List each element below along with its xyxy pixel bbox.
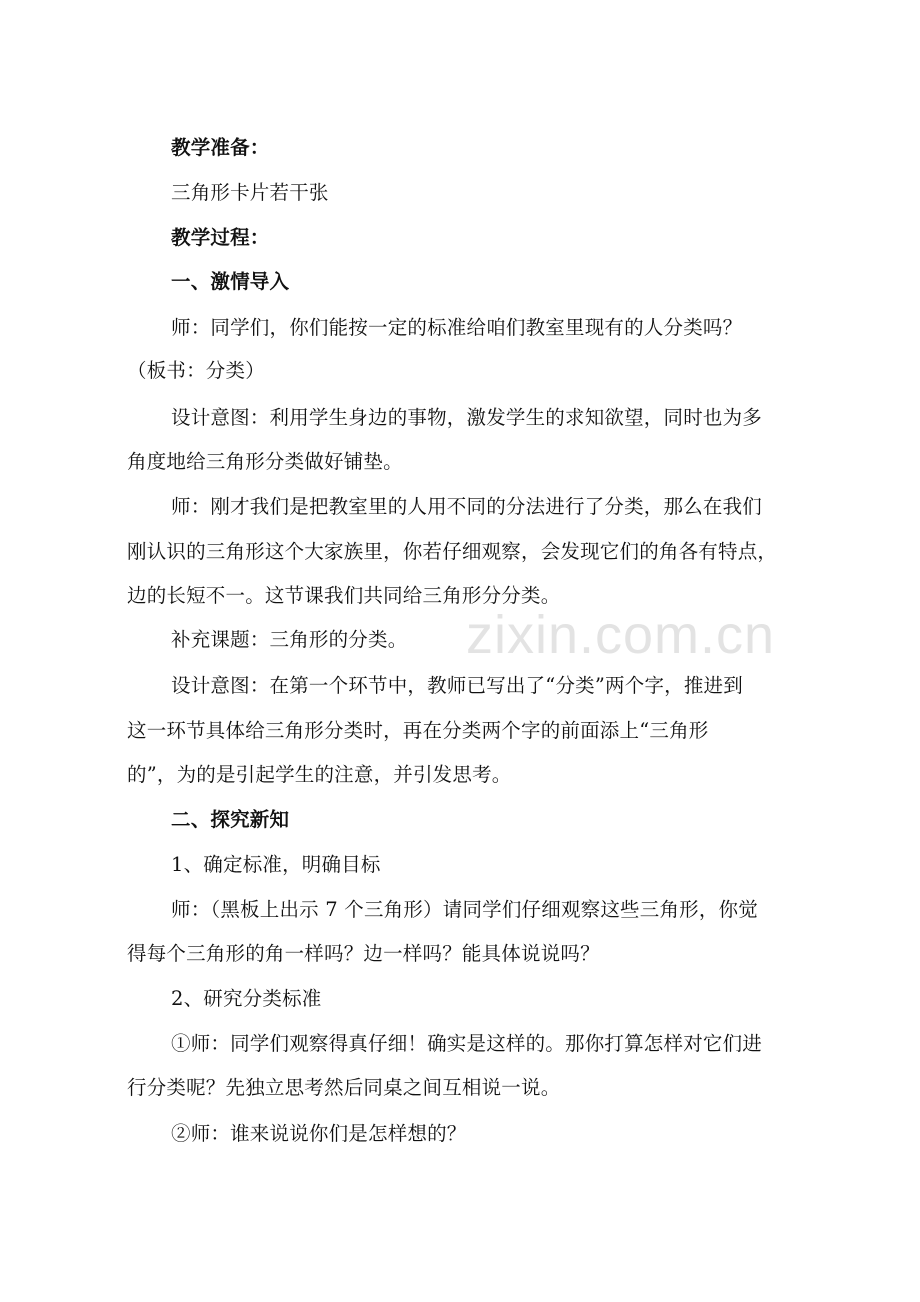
heading-teaching-preparation: 教学准备： — [171, 136, 270, 159]
paragraph-design-intent-1-cont: 角度地给三角形分类做好铺垫。 — [127, 450, 403, 473]
paragraph-design-intent-2-line2: 这一环节具体给三角形分类时，再在分类两个字的前面添上“三角形 — [127, 719, 709, 742]
paragraph-teacher-2-line3: 边的长短不一。这节课我们共同给三角形分分类。 — [127, 584, 561, 607]
paragraph-design-intent-1: 设计意图：利用学生身边的事物，激发学生的求知欲望，同时也为多 — [171, 406, 763, 429]
step-1-title: 1、确定标准，明确目标 — [171, 853, 381, 876]
step-2-title: 2、研究分类标准 — [171, 987, 322, 1010]
paragraph-supplement-topic: 补充课题：三角形的分类。 — [171, 628, 408, 651]
section-title-explore: 二、探究新知 — [171, 808, 290, 831]
paragraph-design-intent-2: 设计意图：在第一个环节中，教师已写出了“分类”两个字，推进到 — [171, 674, 743, 697]
paragraph-teacher-2-line2: 刚认识的三角形这个大家族里，你若仔细观察，会发现它们的角各有特点， — [127, 540, 778, 563]
paragraph-teacher-3-cont: 得每个三角形的角一样吗？边一样吗？能具体说说吗？ — [127, 942, 600, 965]
paragraph-teacher-question-cont: （板书：分类） — [127, 359, 265, 382]
heading-teaching-process: 教学过程： — [171, 226, 270, 249]
watermark: zixin.com.cn — [466, 605, 776, 665]
paragraph-teacher-3: 师：（黑板上出示 7 个三角形）请同学们仔细观察这些三角形，你觉 — [171, 898, 758, 921]
list-item-2: ②师：谁来说说你们是怎样想的？ — [171, 1122, 467, 1145]
paragraph-design-intent-2-line3: 的”，为的是引起学生的注意，并引发思考。 — [127, 763, 512, 786]
list-item-1-cont: 行分类呢？先独立思考然后同桌之间互相说一说。 — [127, 1076, 561, 1099]
section-title-intro: 一、激情导入 — [171, 270, 290, 293]
paragraph-teacher-2: 师：刚才我们是把教室里的人用不同的分法进行了分类，那么在我们 — [171, 495, 763, 518]
list-item-1: ①师：同学们观察得真仔细！确实是这样的。那你打算怎样对它们进 — [171, 1032, 763, 1055]
preparation-text: 三角形卡片若干张 — [171, 181, 329, 204]
paragraph-teacher-question: 师：同学们，你们能按一定的标准给咱们教室里现有的人分类吗？ — [171, 316, 743, 339]
